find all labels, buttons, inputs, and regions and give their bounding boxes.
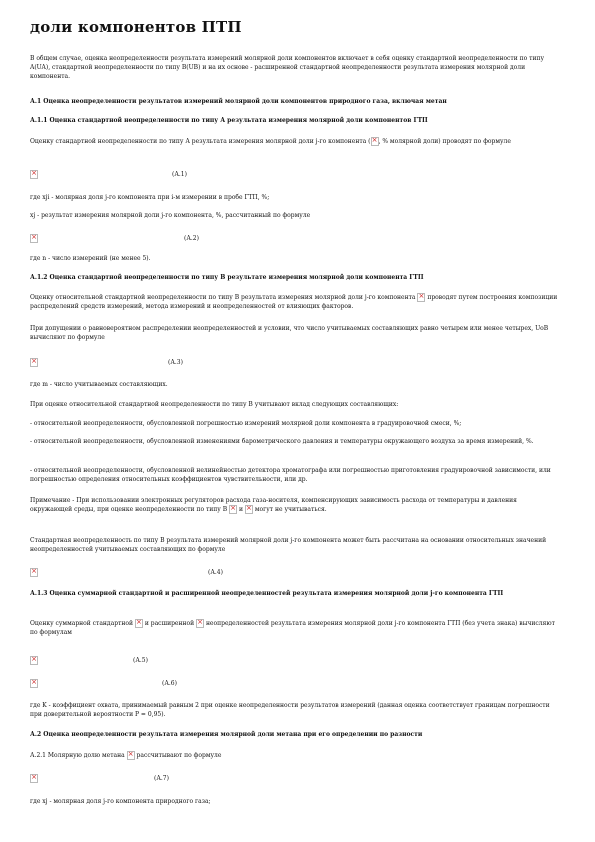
- a12-text-start: Оценку относительной стандартной неопределенности по типу В результата измерения молярной доли j-го компонента: [30, 294, 416, 301]
- note-text-start: Примечание - При использовании электронных регуляторов расхода газа-носителя, компенсирующих зависимость расхода от температуры и давления окружающей среды, при оценке неопределенности по типу В: [30, 497, 517, 513]
- equation-number: (А.7): [154, 775, 169, 782]
- where-xji: где xji - молярная доля j-го компонента при i-м измерении в пробе ГТП, %;: [30, 194, 270, 201]
- section-a2-heading: А.2 Оценка неопределенности результата измерения молярной доли метана при его определении по разности: [30, 731, 423, 738]
- component-item: - относительной неопределенности, обусловленной нелинейностью детектора хроматографа или погрешностью приготовления градуировочной зависимости, или погрешностью определения относительных коэффициентов чувствительности, или др.: [30, 467, 551, 483]
- a13-text-end: неопределенностей результата измерения молярной доли j-го компонента ГТП (без учета знака) вычисляют по формулам: [30, 620, 555, 636]
- broken-formula-image: [30, 679, 38, 688]
- section-a11-heading: А.1.1 Оценка стандартной неопределенности по типу А результата измерения молярной доли компонентов ГТП: [30, 117, 428, 124]
- where-n: где n - число измерений (не менее 5).: [30, 255, 151, 262]
- page-title: доли компонентов ПТП: [30, 18, 242, 36]
- section-a11-text: [30, 137, 560, 146]
- component-item: - относительной неопределенности, обусловленной погрешностью измерений молярной доли компонента в градуировочной смеси, %;: [30, 420, 462, 427]
- a11-text-start: Оценку стандартной неопределенности по типу А результата измерения молярной доли j-го компонента (: [30, 138, 371, 145]
- note-text-end: могут не учитываться.: [254, 506, 327, 513]
- a12-text-end: проводят путем построения композиции распределений средств измерений, метода измерений и неопределенностей от влияющих факторов.: [30, 294, 558, 310]
- section-a13-heading: А.1.3 Оценка суммарной стандартной и расширенной неопределенностей результата измерения молярной доли j-го компонента ГТП: [30, 590, 504, 597]
- section-a13-text: [30, 619, 560, 637]
- b-total-paragraph: Стандартная неопределенность по типу В результата измерений молярной доли j-го компонента может быть рассчитана на основании относительных значений неопределенностей учитываемых составляющих по формуле: [30, 537, 547, 553]
- note-and: и: [238, 506, 243, 513]
- equation-a6: [30, 678, 560, 689]
- equation-a3: [30, 357, 560, 368]
- broken-formula-image: [30, 568, 38, 577]
- section-a1-heading: А.1 Оценка неопределенности результатов измерений молярной доли компонентов природного газа, включая метан: [30, 98, 447, 105]
- broken-formula-image: [30, 234, 38, 243]
- equation-number: (А.2): [184, 235, 199, 242]
- a13-text-middle: и расширенной: [144, 620, 195, 627]
- where-xj: xj - результат измерения молярной доли j-го компонента, %, рассчитанный по формуле: [30, 212, 311, 219]
- equation-a7: [30, 773, 560, 784]
- equation-number: (А.6): [162, 680, 177, 687]
- intro-paragraph: В общем случае, оценка неопределенности результата измерений молярной доли компонентов включает в себя оценку стандартной неопределенности по типу A(UA), стандартной неопределенности по типу B(UB) и на их основе - расширенной стандартной неопределенности результата измерения молярной доли компонента.: [30, 55, 545, 80]
- broken-formula-image: [417, 293, 425, 302]
- broken-formula-image: [229, 505, 237, 514]
- component-item: - относительной неопределенности, обусловленной изменениями барометрического давления и температуры окружающего воздуха за время измерений, %.: [30, 438, 534, 445]
- broken-formula-image: [30, 170, 38, 179]
- a12-assumption: При допущении о равновероятном распределении неопределенностей и условии, что число учитываемых составляющих равно четырем или менее четырех, UoB вычисляют по формуле: [30, 325, 549, 341]
- where-m: где m - число учитываемых составляющих.: [30, 381, 168, 388]
- broken-formula-image: [135, 619, 143, 628]
- a21-text-end: рассчитывают по формуле: [136, 752, 222, 759]
- section-a12-text: [30, 293, 560, 311]
- equation-number: (А.1): [172, 171, 187, 178]
- note-paragraph: [30, 496, 560, 514]
- broken-formula-image: [30, 774, 38, 783]
- broken-formula-image: [196, 619, 204, 628]
- broken-formula-image: [245, 505, 253, 514]
- equation-number: (А.4): [208, 569, 223, 576]
- equation-number: (А.3): [168, 359, 183, 366]
- equation-a1: [30, 169, 560, 180]
- equation-number: (А.5): [133, 657, 148, 664]
- a13-text-start: Оценку суммарной стандартной: [30, 620, 133, 627]
- broken-formula-image: [30, 656, 38, 665]
- equation-a2: [30, 233, 560, 244]
- where-xj-natural-gas: где xj - молярная доля j-го компонента природного газа;: [30, 798, 211, 805]
- a21-text-start: А.2.1 Молярную долю метана: [30, 752, 125, 759]
- where-k: где K - коэффициент охвата, принимаемый равным 2 при оценке неопределенности результатов измерений (данная оценка соответствует границам погрешности при доверительной вероятности P = 0,95).: [30, 702, 550, 718]
- section-a21-text: [30, 751, 560, 760]
- broken-formula-image: [30, 358, 38, 367]
- equation-a4: [30, 567, 560, 578]
- broken-formula-image: [127, 751, 135, 760]
- equation-a5: [30, 655, 560, 666]
- broken-formula-image: [371, 137, 379, 146]
- section-a12-heading: А.1.2 Оценка стандартной неопределенности по типу В результате измерения молярной доли компонента ГТП: [30, 274, 424, 281]
- a11-text-end: , % молярной доли) проводят по формуле: [378, 138, 511, 145]
- components-intro: При оценке относительной стандартной неопределенности по типу В учитывают вклад следующих составляющих:: [30, 401, 399, 408]
